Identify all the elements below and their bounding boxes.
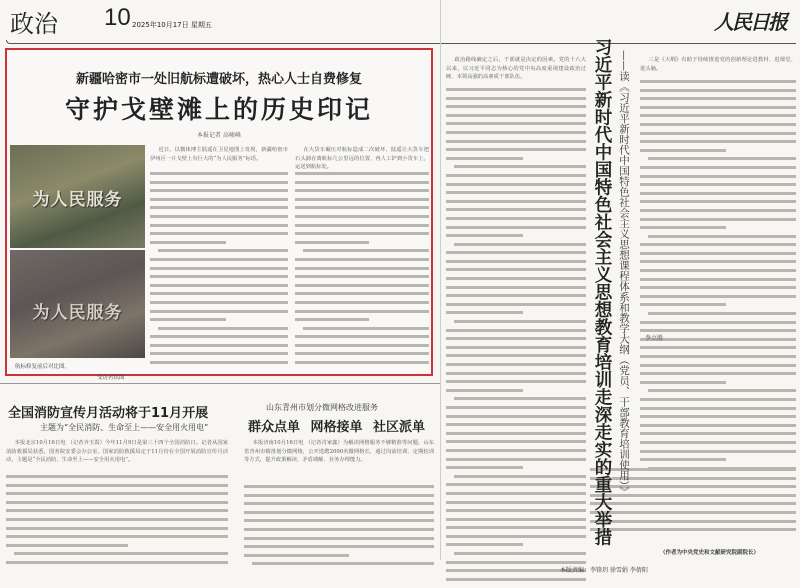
text-line (446, 329, 586, 332)
text-line (446, 286, 586, 289)
text-line (446, 458, 586, 461)
text-line (6, 527, 228, 530)
page-number: 10 (104, 4, 131, 31)
text-line (640, 355, 796, 358)
text-line (150, 181, 288, 184)
text-line (446, 114, 586, 117)
text-line (640, 424, 796, 427)
text-line (590, 502, 796, 505)
text-line (446, 260, 586, 263)
text-line (640, 149, 726, 152)
text-line (640, 432, 796, 435)
text-line (150, 189, 288, 192)
body-text-lines (640, 80, 796, 480)
text-line (446, 423, 586, 426)
divider (0, 383, 440, 384)
article-headline: 守护戈壁滩上的历史印记 (64, 95, 373, 124)
text-line (640, 458, 726, 461)
text-line (590, 528, 796, 531)
text-line (150, 232, 288, 235)
text-line (446, 492, 586, 495)
text-line (446, 191, 586, 194)
text-line (640, 286, 796, 289)
article-body-column: 近日，以微体博主陆遥在卫星地图上发现，新疆哈密市伊州区一片戈壁上有巨大的“为人民服务”标语。 (150, 147, 288, 162)
text-line (446, 535, 586, 538)
text-line (446, 380, 586, 383)
text-line (295, 206, 429, 209)
text-line (295, 301, 429, 304)
text-line (295, 275, 429, 278)
text-line (6, 475, 228, 478)
article-body: 本报济南10月16日电 （记者肖家鑫）为解决网格服务不够精准等问题，山东省青州市精准划分微网格，公开选聘2000名微网格长，通过岗前培训、定期轮训等方式，提升政策解读、矛盾调解、业务办理能力。 (244, 440, 434, 464)
text-line (640, 200, 796, 203)
photo-credit: 受访者供图 (97, 375, 125, 381)
text-line (150, 361, 288, 364)
text-line (446, 406, 586, 409)
text-line (640, 260, 796, 263)
text-line (446, 208, 586, 211)
text-line (244, 528, 434, 531)
text-line (446, 148, 586, 151)
text-line (6, 509, 228, 512)
text-line (295, 181, 429, 184)
article-subtitle: 主题为“全民消防、生命至上——安全用火用电” (40, 423, 209, 432)
text-line (244, 494, 434, 497)
text-line (640, 269, 796, 272)
text-line (244, 519, 434, 522)
text-line (640, 132, 796, 135)
text-line (6, 501, 228, 504)
photo-text: 为人民服务 (32, 303, 123, 323)
article-body-column: 政治路线确定之后，干部就是决定的因素。党的十八大以来，以习近平同志为核心的党中央高度重视建设政治过硬、本领高强的高素质干部队伍。 (446, 57, 586, 81)
newspaper-logo: 人民日报 (714, 10, 786, 34)
text-line (150, 335, 288, 338)
text-line (446, 277, 586, 280)
text-line (150, 310, 288, 313)
featured-article[interactable] (5, 48, 433, 381)
text-line (640, 80, 796, 83)
text-line (446, 363, 586, 366)
article-byline: 本报记者 高峻峰 (197, 132, 241, 139)
text-line (648, 157, 796, 160)
text-line (640, 338, 796, 341)
text-line (446, 440, 586, 443)
text-line (295, 258, 429, 261)
text-line (640, 114, 796, 117)
text-line (295, 344, 429, 347)
text-line (446, 303, 586, 306)
author-name: 李立胜 (645, 335, 664, 342)
text-line (446, 466, 523, 469)
text-line (640, 407, 796, 410)
text-line (295, 224, 429, 227)
text-line (446, 105, 586, 108)
page-editors: 本版责编：李锋玥 徐雪娟 李倩阳 (560, 567, 648, 574)
text-line (244, 511, 434, 514)
text-line (640, 226, 726, 229)
text-line (446, 415, 586, 418)
text-line (446, 122, 586, 125)
text-line (244, 554, 349, 557)
text-line (446, 483, 586, 486)
text-line (446, 251, 586, 254)
text-line (150, 241, 226, 244)
text-line (454, 475, 586, 478)
text-line (6, 492, 228, 495)
article-body-column: 在大货车碾压对航标造成二次破坏，陆遥让大货车把石头卸在离航标几公里远的位置，再人工铲到小货车上，运送到航标处。 (295, 147, 429, 171)
text-line (640, 415, 796, 418)
photo-text: 为人民服务 (32, 190, 123, 210)
issue-date: 2025年10月17日 星期五 (132, 21, 212, 29)
text-line (446, 140, 586, 143)
article-headline: 全国消防宣传月活动将于11月开展 (8, 406, 209, 421)
text-line (640, 329, 796, 332)
photo-after (10, 250, 145, 358)
text-line (150, 318, 226, 321)
text-line (648, 389, 796, 392)
text-line (6, 561, 228, 564)
text-line (244, 537, 434, 540)
text-line (295, 284, 429, 287)
commentary-subtitle: ——读《习近平新时代中国特色社会主义思想课程体系和教学大纲（党员、干部教育培训使用）》 (618, 50, 630, 497)
text-line (640, 123, 796, 126)
text-line (454, 320, 586, 323)
text-line (640, 398, 796, 401)
text-line (150, 206, 288, 209)
text-line (150, 198, 288, 201)
text-line (446, 200, 586, 203)
text-line (6, 484, 228, 487)
article-headline: 群众点单 网格接单 社区派单 (248, 420, 426, 435)
article-kicker: 山东青州市划分微网格改进服务 (266, 403, 378, 412)
photo-caption: 航标修复前后对比图。 (15, 364, 71, 370)
text-line (446, 157, 523, 160)
masthead (0, 0, 800, 42)
text-line (150, 344, 288, 347)
text-line (244, 485, 434, 488)
text-line (640, 218, 796, 221)
body-text-lines (295, 172, 429, 372)
text-line (446, 578, 586, 581)
text-line (252, 562, 434, 565)
text-line (150, 275, 288, 278)
text-line (640, 183, 796, 186)
text-line (454, 397, 586, 400)
text-line (446, 449, 586, 452)
photo-before (10, 145, 145, 248)
text-line (640, 450, 796, 453)
article-body-column: 三是《大纲》有助于持续推进党的创新理论进教材、进课堂、进头脑。 (640, 57, 796, 72)
text-line (295, 361, 429, 364)
text-line (295, 198, 429, 201)
text-line (150, 352, 288, 355)
text-line (648, 235, 796, 238)
text-line (640, 346, 796, 349)
text-line (295, 267, 429, 270)
text-line (150, 284, 288, 287)
text-line (158, 327, 288, 330)
text-line (640, 381, 726, 384)
section-name: 政治 (10, 10, 58, 38)
text-line (303, 249, 429, 252)
text-line (150, 215, 288, 218)
text-line (295, 241, 369, 244)
text-line (446, 97, 586, 100)
text-line (640, 364, 796, 367)
text-line (303, 327, 429, 330)
text-line (640, 372, 796, 375)
text-line (6, 518, 228, 521)
text-line (150, 224, 288, 227)
text-line (446, 432, 586, 435)
body-text-lines (446, 88, 586, 588)
text-line (446, 88, 586, 91)
text-line (640, 106, 796, 109)
text-line (295, 189, 429, 192)
text-line (295, 215, 429, 218)
text-line (640, 295, 796, 298)
body-text-lines (150, 172, 288, 372)
text-line (295, 232, 429, 235)
text-line (295, 318, 369, 321)
text-line (295, 352, 429, 355)
text-line (446, 346, 586, 349)
text-line (14, 552, 228, 555)
text-line (640, 140, 796, 143)
text-line (446, 518, 586, 521)
text-line (446, 226, 586, 229)
text-line (446, 509, 586, 512)
text-line (446, 561, 586, 564)
article-body: 本报北京10月16日电 （记者齐玉霞）今年11月9日是第三十四个全国消防日。记者从国家消防救援局获悉，国务院安委会办公室、国家消防救援局定于11月份在全国开展消防宣传月活动，主题是“全民消防、生命至上——安全用火用电”。 (6, 440, 228, 464)
text-line (6, 544, 128, 547)
text-line (446, 389, 523, 392)
article-kicker: 新疆哈密市一处旧航标遭破坏，热心人士自费修复 (75, 72, 362, 87)
fire-safety-article[interactable] (0, 395, 232, 577)
text-line (446, 183, 586, 186)
text-line (640, 89, 796, 92)
text-line (446, 131, 586, 134)
text-line (590, 520, 796, 523)
text-line (640, 97, 796, 100)
shandong-article[interactable] (240, 395, 436, 577)
text-line (640, 209, 796, 212)
text-line (640, 303, 726, 306)
text-line (640, 166, 796, 169)
body-text-lines (6, 475, 228, 575)
header-rule (6, 40, 796, 44)
text-line (640, 243, 796, 246)
text-line (295, 172, 429, 175)
text-line (150, 258, 288, 261)
text-line (590, 511, 796, 514)
text-line (150, 301, 288, 304)
text-line (446, 234, 523, 237)
text-line (640, 278, 796, 281)
text-line (150, 292, 288, 295)
text-line (6, 535, 228, 538)
text-line (446, 294, 586, 297)
text-line (295, 292, 429, 295)
text-line (446, 372, 586, 375)
text-line (454, 552, 586, 555)
text-line (244, 502, 434, 505)
text-line (640, 321, 796, 324)
text-line (150, 172, 288, 175)
text-line (446, 268, 586, 271)
author-note: （作者为中央党史和文献研究院副院长） (660, 550, 760, 556)
text-line (295, 310, 429, 313)
text-line (454, 165, 586, 168)
text-line (640, 175, 796, 178)
text-line (446, 501, 586, 504)
commentary-headline: 习近平新时代中国特色社会主义思想教育培训走深走实的重大举措 (592, 38, 612, 546)
body-text-lines (244, 485, 434, 575)
text-line (295, 335, 429, 338)
text-line (244, 545, 434, 548)
text-line (158, 249, 288, 252)
text-line (446, 337, 586, 340)
text-line (640, 192, 796, 195)
text-line (640, 252, 796, 255)
text-line (446, 174, 586, 177)
text-line (446, 217, 586, 220)
text-line (446, 354, 586, 357)
text-line (150, 267, 288, 270)
text-line (446, 526, 586, 529)
text-line (446, 543, 523, 546)
text-line (648, 312, 796, 315)
text-line (454, 243, 586, 246)
text-line (640, 441, 796, 444)
text-line (446, 311, 523, 314)
